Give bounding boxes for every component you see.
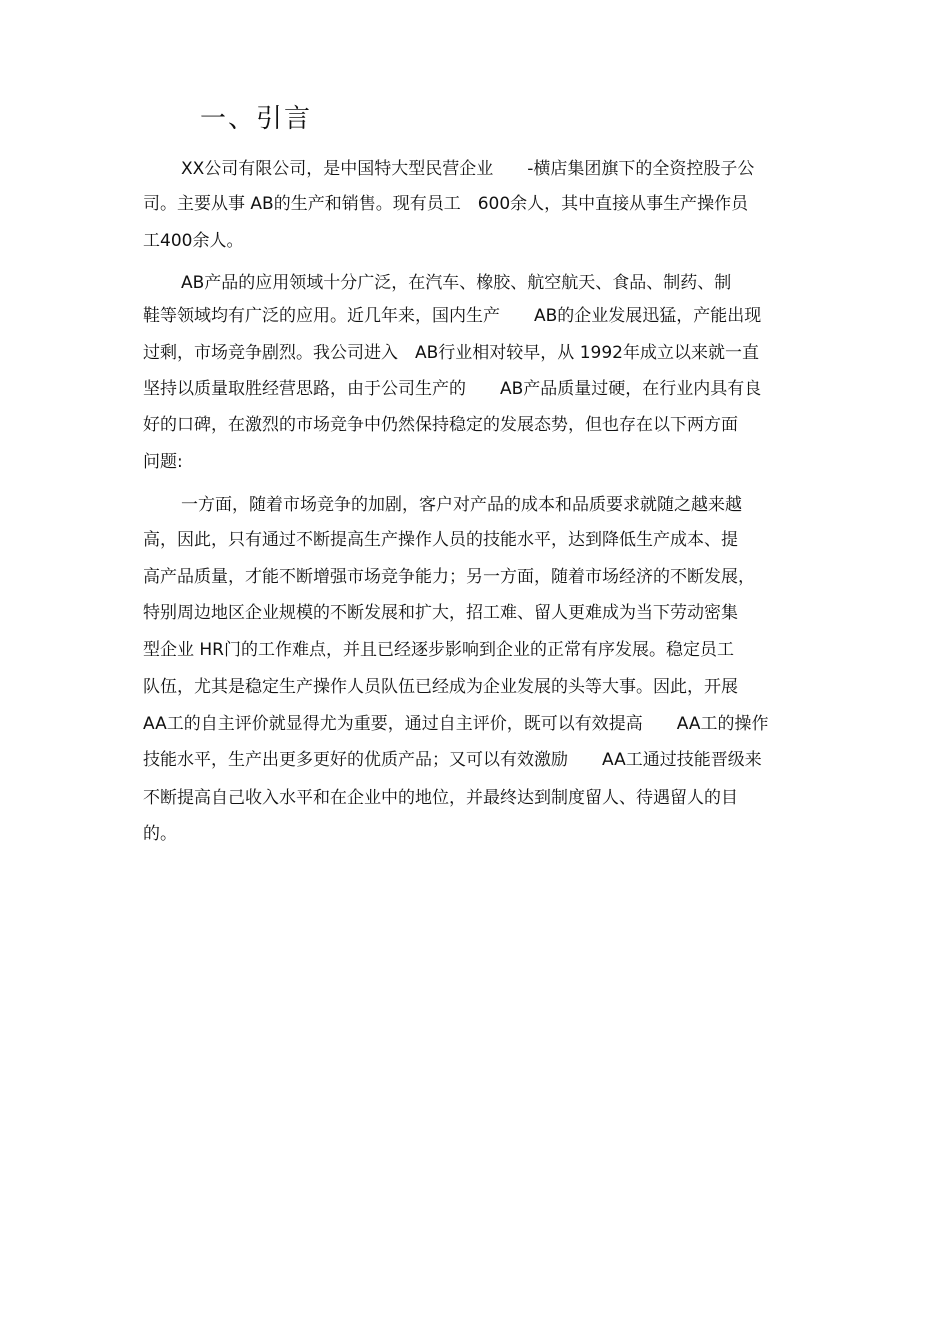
paragraph-line: 好的口碑，在激烈的市场竞争中仍然保持稳定的发展态势，但也存在以下两方面 xyxy=(143,415,738,435)
paragraph-line: 过剩，市场竞争剧烈。我公司进入 AB行业相对较早，从 1992年成立以来就一直 xyxy=(143,343,759,363)
paragraph-line: 技能水平，生产出更多更好的优质产品；又可以有效激励 AA工通过技能晋级来 xyxy=(143,750,762,770)
paragraph-line: 工400余人。 xyxy=(143,231,244,251)
paragraph-line: 司。主要从事 AB的生产和销售。现有员工 600余人，其中直接从事生产操作员 xyxy=(143,194,749,214)
paragraph-line: 特别周边地区企业规模的不断发展和扩大，招工难、留人更难成为当下劳动密集 xyxy=(143,603,738,623)
paragraph-line: 不断提高自己收入水平和在企业中的地位，并最终达到制度留人、待遇留人的目 xyxy=(143,788,738,808)
paragraph-line: 队伍，尤其是稳定生产操作人员队伍已经成为企业发展的头等大事。因此，开展 xyxy=(143,677,738,697)
paragraph-line: AA工的自主评价就显得尤为重要，通过自主评价，既可以有效提高 AA工的操作 xyxy=(143,714,769,734)
paragraph-line: 坚持以质量取胜经营思路，由于公司生产的 AB产品质量过硬，在行业内具有良 xyxy=(143,379,762,399)
paragraph-line: 型企业 HR门的工作难点，并且已经逐步影响到企业的正常有序发展。稳定员工 xyxy=(143,640,734,660)
paragraph-line: 一方面，随着市场竞争的加剧，客户对产品的成本和品质要求就随之越来越 xyxy=(181,495,742,515)
paragraph-line: 高产品质量，才能不断增强市场竞争能力；另一方面，随着市场经济的不断发展， xyxy=(143,567,755,587)
paragraph-line: 鞋等领域均有广泛的应用。近几年来，国内生产 AB的企业发展迅猛，产能出现 xyxy=(143,306,762,326)
section-heading: 一、引言 xyxy=(200,104,313,134)
paragraph-line: 高，因此，只有通过不断提高生产操作人员的技能水平，达到降低生产成本、提 xyxy=(143,530,738,550)
paragraph-line: AB产品的应用领域十分广泛，在汽车、橡胶、航空航天、食品、制药、制 xyxy=(181,273,732,293)
paragraph-line: 问题: xyxy=(143,452,183,472)
paragraph-line: XX公司有限公司，是中国特大型民营企业 -横店集团旗下的全资控股子公 xyxy=(181,159,755,179)
paragraph-line: 的。 xyxy=(143,824,177,844)
